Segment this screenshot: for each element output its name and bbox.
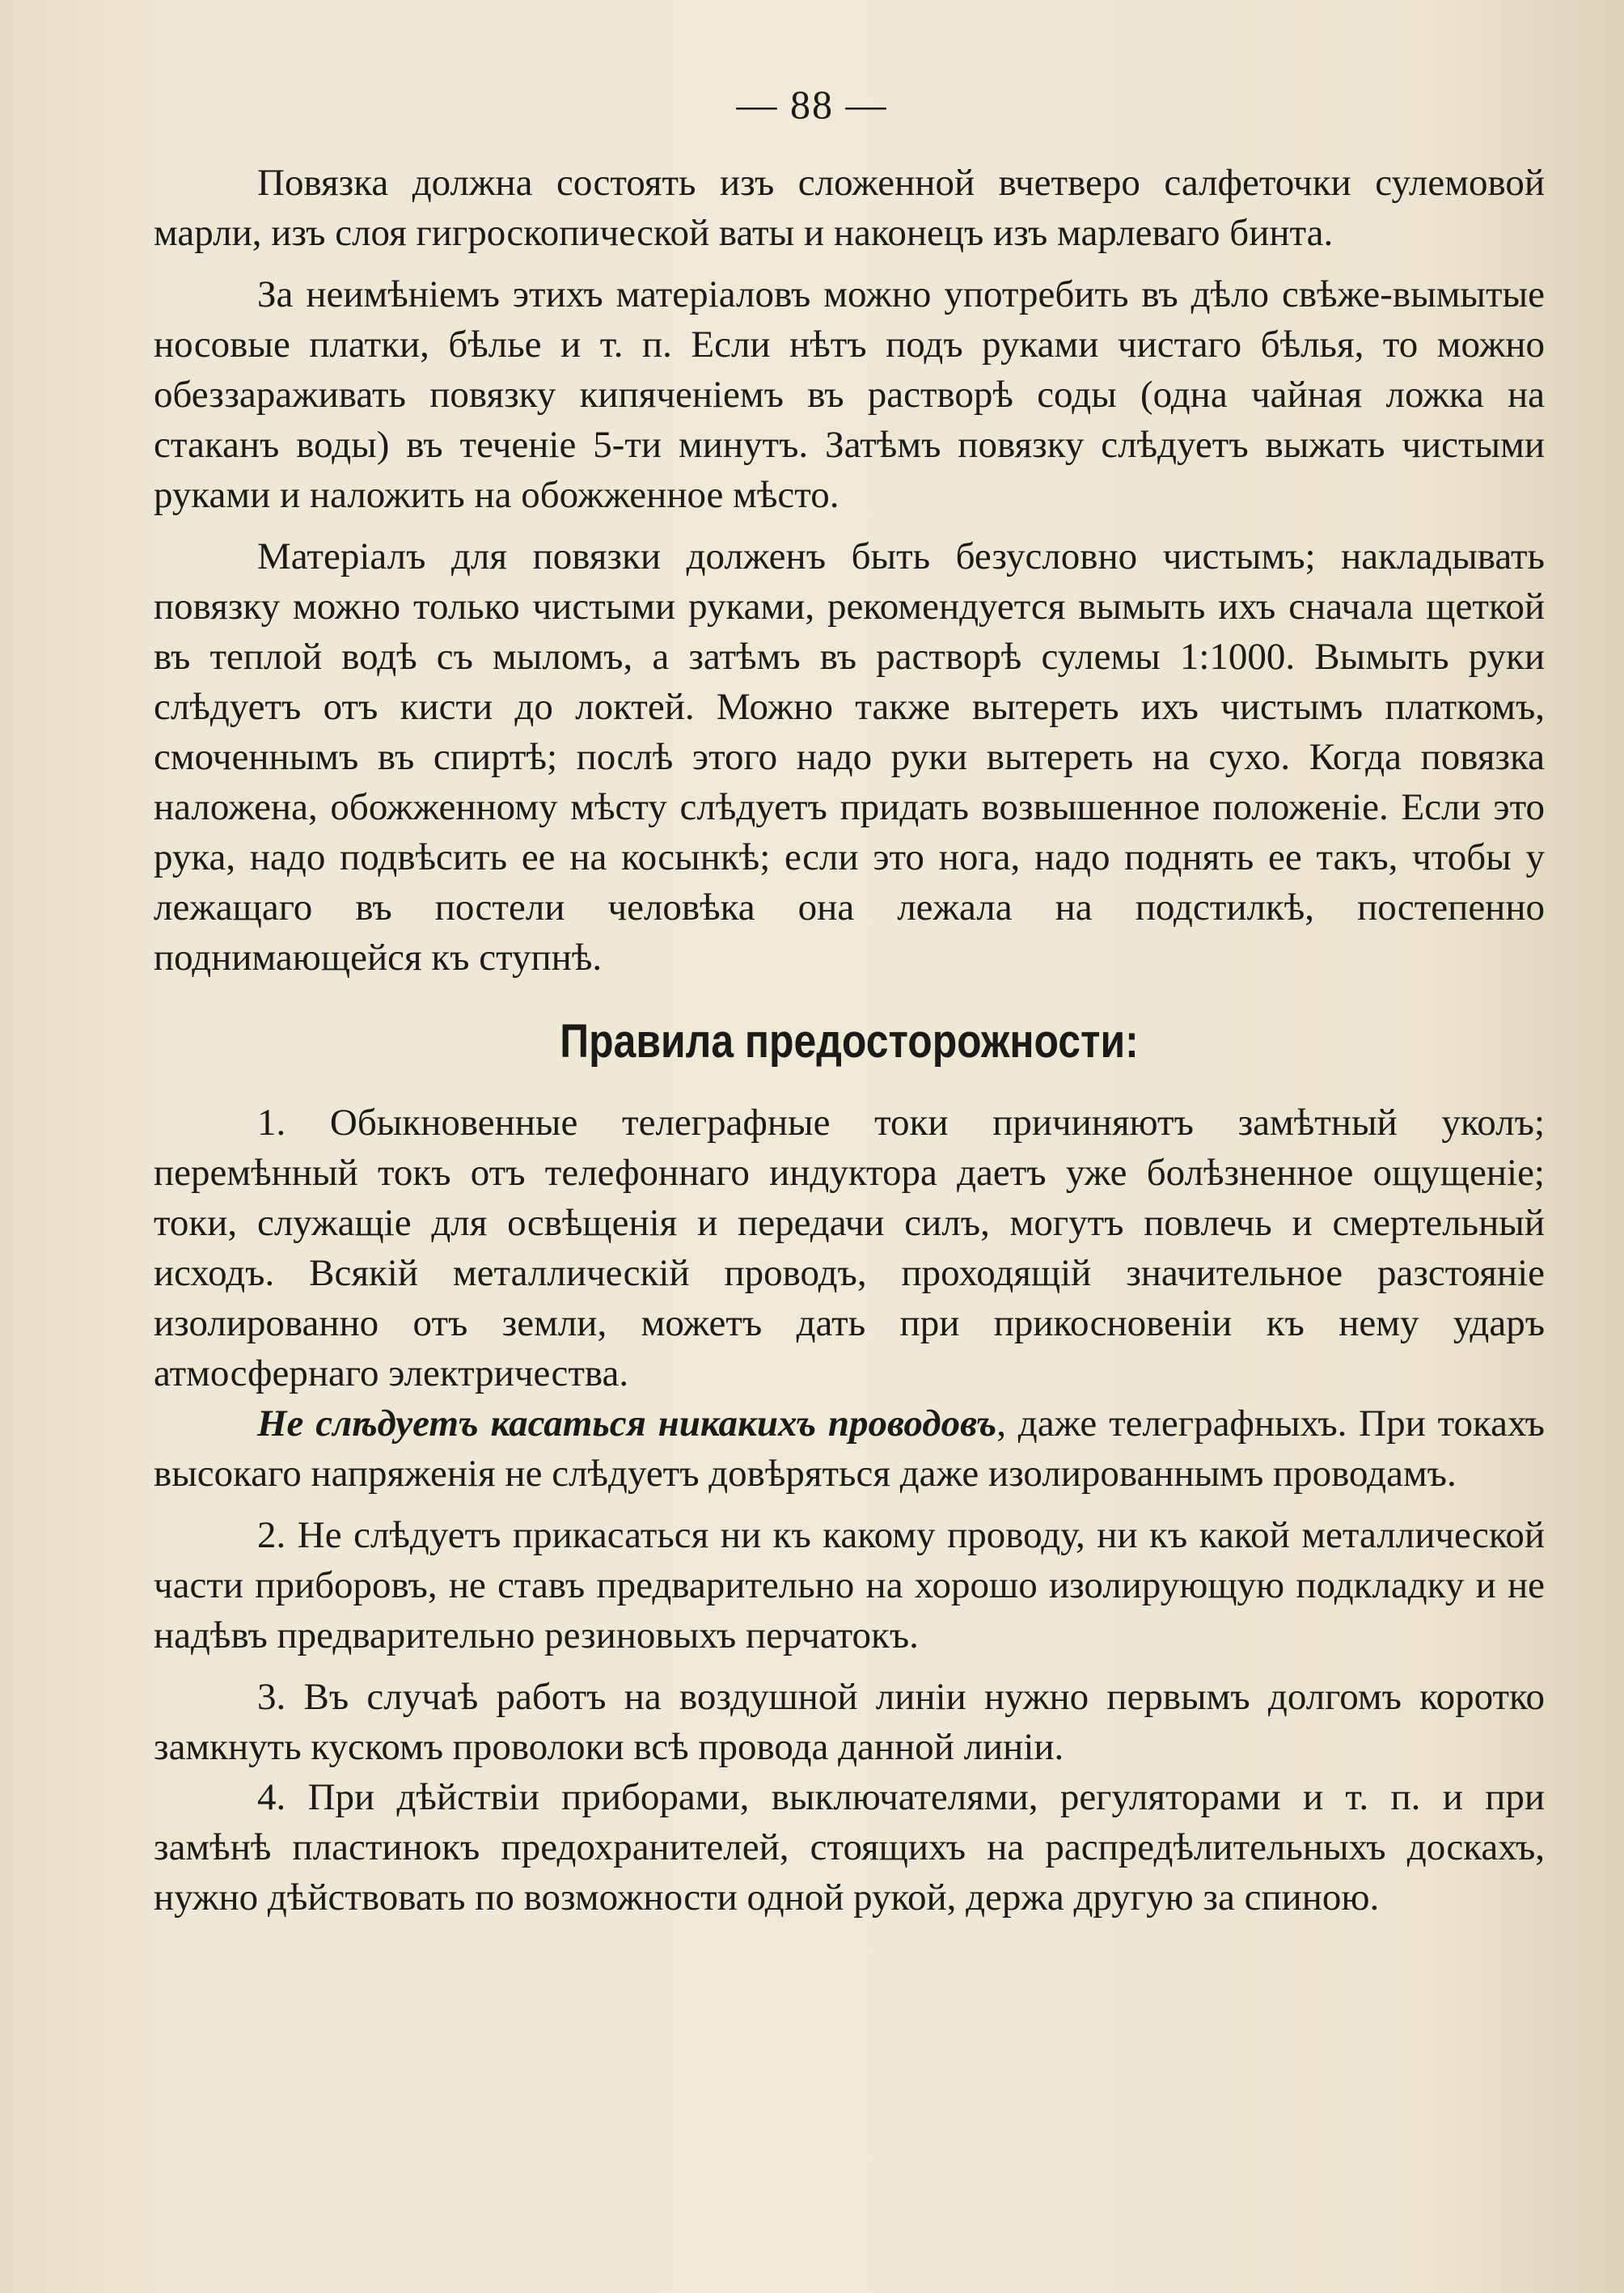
paragraph-bandage-substitutes: За неимѣніемъ этихъ матеріаловъ можно употребить въ дѣло свѣже-вымытые носовые платки, бѣлье и т. п. Если нѣтъ подъ руками чистаго бѣлья, то можно обеззараживать повязку кипяченіемъ въ растворѣ соды (одна чайная ложка на стаканъ воды) въ теченіе 5-ти минутъ. Затѣмъ повязку слѣдуетъ выжать чистыми руками и наложить на обожженное мѣсто.: [154, 273, 1545, 516]
rule-item-1: 1. Обыкновенные телеграфные токи причиняютъ замѣтный уколъ; перемѣнный токъ отъ телефоннаго индуктора даетъ уже болѣзненное ощущеніе; токи, служащіе для освѣщенія и передачи силъ, могутъ повлечь и смертельный исходъ. Всякій металлическій проводъ, проходящій значительное разстояніе изолированно отъ земли, можетъ дать при прикосновеніи къ нему ударъ атмосфернаго электричества.: [154, 1102, 1545, 1394]
rule-item-4: 4. При дѣйствіи приборами, выключателями, регуляторами и т. п. и при замѣнѣ пластинокъ предохранителей, стоящихъ на распредѣлительныхъ доскахъ, нужно дѣйствовать по возможности одной рукой, держа другую за спиною.: [154, 1776, 1545, 1919]
rule-warning: [154, 1398, 1545, 1499]
paragraph-bandage-composition: Повязка должна состоять изъ сложенной вчетверо салфеточки сулемовой марли, изъ слоя гигроскопической ваты и наконецъ изъ марлеваго бинта.: [154, 162, 1545, 254]
section-heading: Правила предосторожности:: [560, 1015, 1139, 1068]
paragraph-bandage-hygiene: Матеріалъ для повязки долженъ быть безусловно чистымъ; накладывать повязку можно только чистыми руками, рекомендуется вымыть ихъ сначала щеткой въ теплой водѣ съ мыломъ, а затѣмъ въ растворѣ сулемы 1:1000. Вымыть руки слѣдуетъ отъ кисти до локтей. Можно также вытереть ихъ чистымъ платкомъ, смоченнымъ въ спиртѣ; послѣ этого надо руки вытереть на сухо. Когда повязка наложена, обожженному мѣсту слѣдуетъ придать возвышенное положеніе. Если это рука, надо подвѣсить ее на косынкѣ; если это нога, надо поднять ее такъ, чтобы у лежащаго въ постели человѣка она лежала на подстилкѣ, постепенно поднимающейся къ ступнѣ.: [154, 535, 1545, 979]
page-body: [154, 158, 1545, 1923]
rule-item-3: 3. Въ случаѣ работъ на воздушной линіи нужно первымъ долгомъ коротко замкнуть кускомъ проволоки всѣ провода данной линіи.: [154, 1676, 1545, 1768]
page-number: — 88 —: [736, 82, 888, 127]
rule-warning-italic: Не слѣдуетъ касаться никакихъ проводовъ: [257, 1402, 997, 1445]
rule-item-2: 2. Не слѣдуетъ прикасаться ни къ какому проводу, ни къ какой металлической части приборовъ, не ставъ предварительно на хорошо изолирующую подкладку и не надѣвъ предварительно резиновыхъ перчатокъ.: [154, 1514, 1545, 1656]
rule-warning-rest: , даже телеграфныхъ. При токахъ высокаго напряженія не слѣдуетъ довѣряться даже изолированнымъ проводамъ.: [154, 1402, 1545, 1495]
